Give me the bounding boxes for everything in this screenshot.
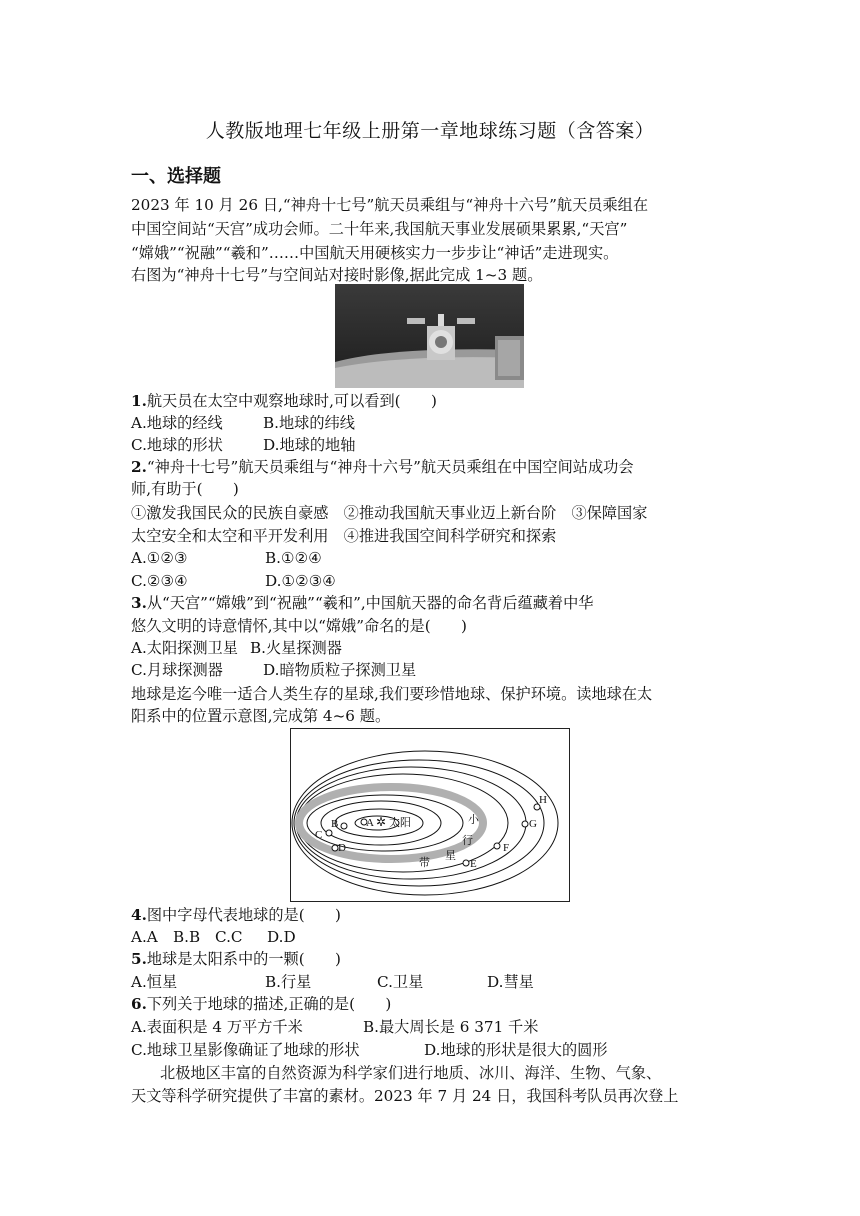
option-a: A.表面积是 4 万平方千米 (131, 1018, 303, 1036)
question-number: 6. (131, 995, 147, 1013)
question-3-options-row-2 (131, 659, 731, 681)
question-4-options (131, 926, 731, 948)
option-b: B.地球的纬线 (263, 414, 355, 432)
option-b: B.最大周长是 6 371 千米 (363, 1018, 539, 1036)
option-c: C.月球探测器 (131, 661, 223, 679)
option-b: B.火星探测器 (250, 639, 342, 657)
belt-label-4: 带 (419, 857, 430, 869)
belt-label-2: 行 (462, 835, 473, 847)
option-c: C.C (215, 928, 243, 946)
option-a: A.恒星 (131, 973, 178, 991)
question-5 (131, 948, 731, 970)
question-4 (131, 904, 731, 926)
question-1-options-row-1 (131, 412, 731, 434)
question-1-options-row-2 (131, 434, 731, 456)
planet-c (326, 830, 332, 836)
question-3 (131, 592, 731, 614)
option-b: B.行星 (265, 973, 312, 991)
question-stem: 地球是太阳系中的一颗( ) (146, 950, 341, 968)
label-d: D (338, 842, 346, 854)
question-stem: 航天员在太空中观察地球时,可以看到( ) (146, 392, 437, 410)
option-a: A.太阳探测卫星 (131, 639, 238, 657)
belt-label-1: 小 (468, 814, 479, 826)
sun-label: 太阳 (389, 817, 411, 829)
spacecraft-image (335, 284, 524, 388)
question-number: 2. (131, 458, 147, 476)
question-1 (131, 390, 731, 412)
option-a: A.①②③ (131, 549, 188, 567)
option-a: A.地球的经线 (131, 414, 223, 432)
label-e: E (470, 858, 477, 870)
option-d: D.地球的形状是很大的圆形 (424, 1041, 608, 1059)
question-6-options-row-1 (131, 1016, 731, 1038)
label-b: B (331, 818, 339, 830)
belt-label-3: 星 (445, 850, 456, 862)
label-a: A (366, 817, 374, 829)
question-stem: 从“天宫”“嫦娥”到“祝融”“羲和”,中国航天器的命名背后蕴藏着中华 (146, 594, 594, 612)
intro1-line-4: 右图为“神舟十七号”与空间站对接时影像,据此完成 1~3 题。 (131, 266, 543, 284)
spacecraft-docking-photo (335, 284, 524, 388)
question-5-options (131, 971, 731, 993)
question-3-stem-line-2: 悠久文明的诗意情怀,其中以“嫦娥”命名的是( ) (131, 617, 467, 635)
option-d: D.彗星 (487, 973, 534, 991)
question-3-options-row-1 (131, 637, 731, 659)
question-2-options-row-2 (131, 570, 731, 592)
question-number: 3. (131, 594, 147, 612)
planet-b (341, 823, 347, 829)
option-c: C.地球的形状 (131, 436, 223, 454)
intro1-line-3: “嫦娥”“祝融”“羲和”……中国航天用硬核实力一步步让“神话”走进现实。 (131, 244, 619, 262)
intro2-line-1: 地球是迄今唯一适合人类生存的星球,我们要珍惜地球、保护环境。读地球在太 (131, 685, 653, 703)
question-6 (131, 993, 731, 1015)
question-number: 4. (131, 906, 147, 924)
option-b: B.B (173, 928, 201, 946)
label-h: H (539, 794, 547, 806)
question-number: 5. (131, 950, 147, 968)
option-c: C.卫星 (377, 973, 424, 991)
question-number: 1. (131, 392, 147, 410)
question-stem: 图中字母代表地球的是( ) (146, 906, 341, 924)
planet-e (463, 860, 469, 866)
option-d: D.暗物质粒子探测卫星 (263, 661, 417, 679)
solar-system-diagram (290, 728, 570, 902)
question-stem: 下列关于地球的描述,正确的是( ) (146, 995, 392, 1013)
planet-g (522, 821, 528, 827)
intro3-line-1: 北极地区丰富的自然资源为科学家们进行地质、冰川、海洋、生物、气象、 (160, 1064, 662, 1082)
option-d: D.地球的地轴 (263, 436, 356, 454)
option-c: C.地球卫星影像确证了地球的形状 (131, 1041, 360, 1059)
option-d: D.D (267, 928, 296, 946)
section-heading: 一、选择题 (131, 166, 221, 187)
option-a: A.A (131, 928, 158, 946)
question-2-options-row-1 (131, 547, 731, 569)
sun-symbol: ✲ (376, 815, 387, 829)
question-2-items-line-1: ①激发我国民众的民族自豪感 ②推动我国航天事业迈上新台阶 ③保障国家 (131, 504, 648, 522)
question-2-items-line-2: 太空安全和太空和平开发利用 ④推进我国空间科学研究和探索 (131, 527, 557, 545)
option-d: D.①②③④ (265, 572, 336, 590)
question-2 (131, 456, 731, 478)
question-stem: “神舟十七号”航天员乘组与“神舟十六号”航天员乘组在中国空间站成功会 (146, 458, 634, 476)
intro2-line-2: 阳系中的位置示意图,完成第 4~6 题。 (131, 707, 391, 725)
question-6-options-row-2 (131, 1039, 731, 1061)
option-c: C.②③④ (131, 572, 188, 590)
label-f: F (503, 842, 510, 854)
option-b: B.①②④ (265, 549, 322, 567)
solar-system-orbits (291, 729, 569, 901)
intro1-line-2: 中国空间站“天宫”成功会师。二十年来,我国航天事业发展硕果累累,“天宫” (131, 220, 628, 238)
planet-f (494, 843, 500, 849)
label-c: C (315, 829, 323, 841)
intro1-line-1: 2023 年 10 月 26 日,“神舟十七号”航天员乘组与“神舟十六号”航天员乘组在 (131, 196, 649, 214)
intro3-line-2: 天文等科学研究提供了丰富的素材。2023 年 7 月 24 日，我国科考队员再次登上 (131, 1087, 679, 1105)
label-g: G (529, 818, 537, 830)
question-2-stem-line-2: 师,有助于( ) (131, 480, 239, 498)
page-title: 人教版地理七年级上册第一章地球练习题（含答案） (205, 120, 655, 142)
